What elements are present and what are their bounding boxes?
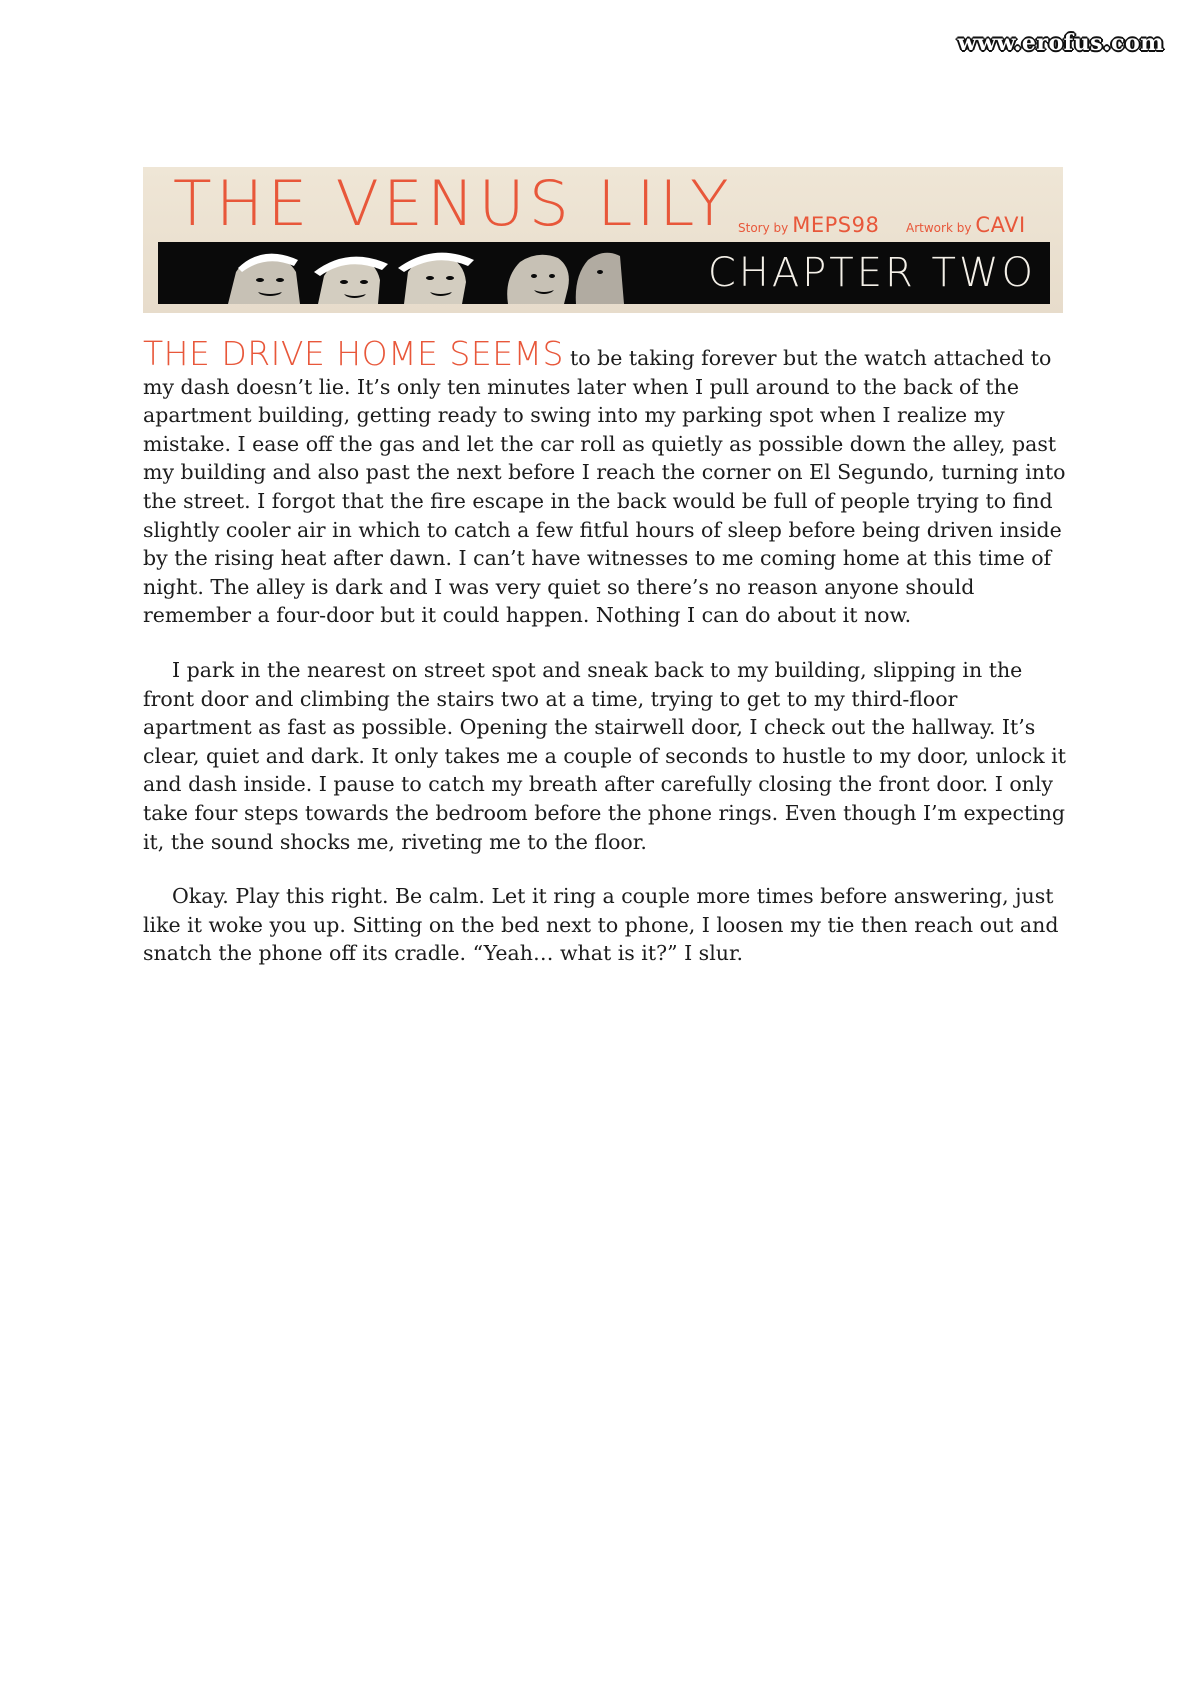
chapter-heading: CHAPTER TWO — [707, 250, 1036, 296]
character-faces-illustration — [208, 242, 628, 304]
story-title: THE VENUS LILY — [173, 167, 733, 240]
artwork-credit — [906, 213, 1026, 237]
lead-in-text: THE DRIVE HOME SEEMS — [143, 334, 564, 373]
artwork-credit-label: Artwork by — [906, 221, 972, 235]
banner-black-strip — [158, 242, 1050, 304]
paragraph-1 — [143, 334, 1068, 630]
story-credit-author: MEPS98 — [792, 213, 880, 237]
artwork-credit-author: CAVI — [975, 213, 1026, 237]
watermark-text: www.erofus.com — [957, 30, 1164, 56]
paragraph-2: I park in the nearest on street spot and sneak back to my building, slipping in the front door and climbing the stairs two at a time, trying to get to my third-floor apartment as fast as possible. Opening the stairwell door, I check out the hallway. It’s clear, quiet and dark. It only takes me a couple of seconds to hustle to my door, unlock it and dash inside. I pause to catch my breath after carefully closing the front door. I only take four steps towards the bedroom before the phone rings. Even though I’m expecting it, the sound shocks me, riveting me to the floor. — [143, 657, 1066, 854]
story-credit-label: Story by — [738, 221, 789, 235]
chapter-banner — [143, 167, 1063, 313]
paragraph-3: Okay. Play this right. Be calm. Let it ring a couple more times before answering, just like it woke you up. Sitting on the bed next to phone, I loosen my tie then reach out and snatch the phone off its cradle. “Yeah… what is it?” I slur. — [143, 884, 1059, 966]
story-credit — [738, 213, 879, 237]
story-body — [143, 334, 1068, 994]
paragraph-1-text: to be taking forever but the watch attached to my dash doesn’t lie. It’s only ten minutes later when I pull around to the back of the apartment building, getting ready to swing into my parking spot when I realize my mistake. I ease off the gas and let the car roll as quietly as possible down the alley, past my building and also past the next before I reach the corner on El Segundo, turning into the street. I forgot that the fire escape in the back would be full of people trying to find slightly cooler air in which to catch a few fitful hours of sleep before being driven inside by the rising heat after dawn. I can’t have witnesses to me coming home at this time of night. The alley is dark and I was very quiet so there’s no reason anyone should remember a four-door but it could happen. Nothing I can do about it now. — [143, 346, 1066, 628]
